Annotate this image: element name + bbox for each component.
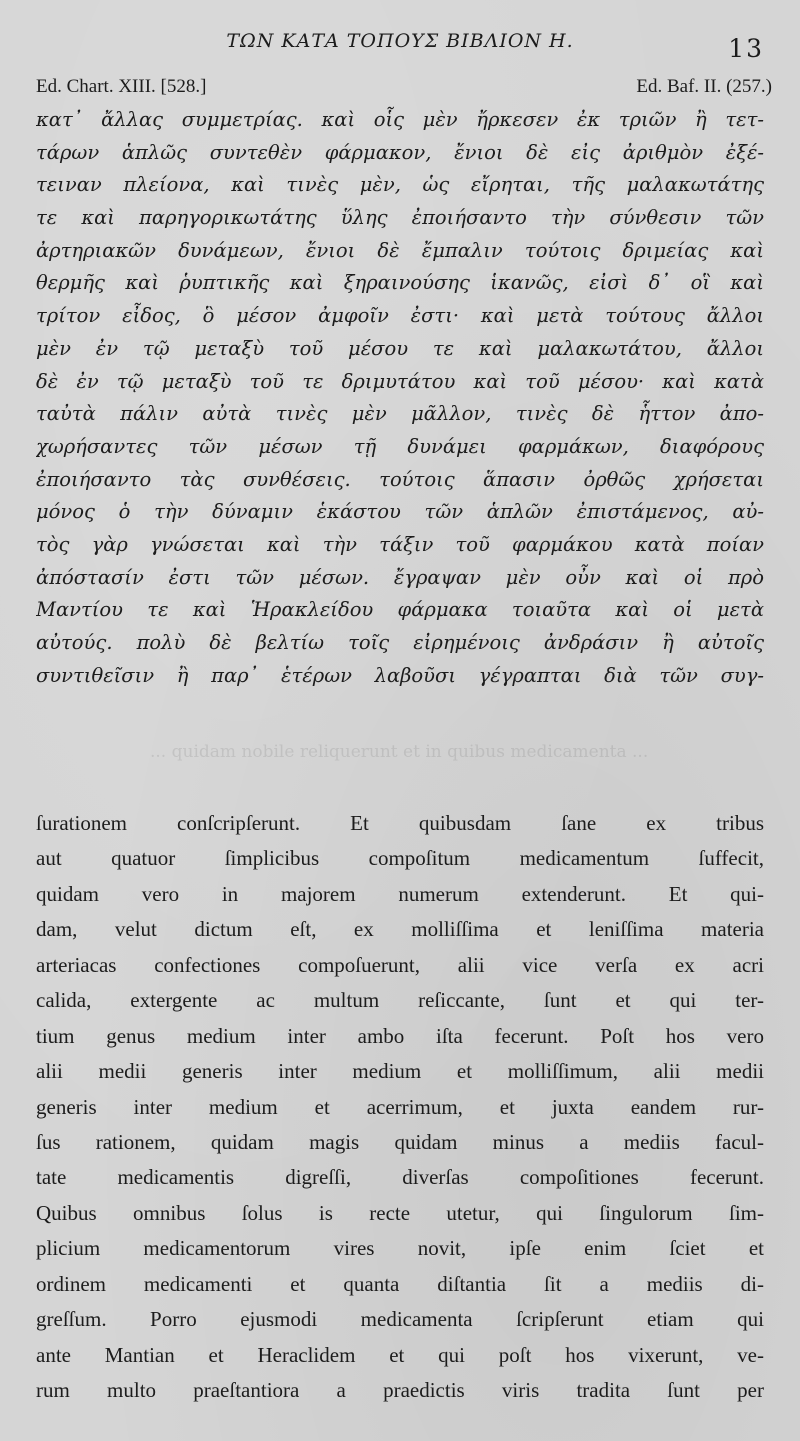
latin-text-line: calida, extergente ac multum reſiccante, ſunt et qui ter- <box>36 988 764 1013</box>
edition-reference-right: Ed. Baf. II. (257.) <box>636 76 772 97</box>
latin-text-line: greſſum. Porro ejusmodi medicamenta ſcripſerunt etiam qui <box>36 1307 764 1332</box>
latin-text-line: arteriacas confectiones compoſuerunt, alii vice verſa ex acri <box>36 952 764 977</box>
latin-text-line: generis inter medium et acerrimum, et juxta eandem rur- <box>36 1094 764 1119</box>
greek-text-line: τρίτον εἶδος, ὃ μέσον ἀμφοῖν ἐστι· καὶ μετὰ τούτους ἄλλοι <box>36 304 764 328</box>
greek-text-line: Μαντίου τε καὶ Ἡρακλείδου φάρμακα τοιαῦτα καὶ οἱ μετὰ <box>36 598 764 622</box>
latin-text-line: ordinem medicamenti et quanta diſtantia ſit a mediis di- <box>36 1271 764 1296</box>
greek-text-line: ταὐτὰ πάλιν αὐτὰ τινὲς μὲν μᾶλλον, τινὲς δὲ ἧττον ἀπο- <box>36 402 764 426</box>
running-title: ΤΩΝ ΚΑΤΑ ΤΟΠΟΥΣ ΒΙΒΛΙΟΝ Η. <box>226 30 574 52</box>
latin-text-line: ſus rationem, quidam magis quidam minus a mediis facul- <box>36 1129 764 1154</box>
latin-text-line: Quibus omnibus ſolus is recte utetur, qui ſingulorum ſim- <box>36 1200 764 1225</box>
latin-text-line: alii medii generis inter medium et molliſſimum, alii medii <box>36 1059 764 1084</box>
greek-text-line: χωρήσαντες τῶν μέσων τῇ δυνάμει φαρμάκων, διαφόρους <box>36 434 764 458</box>
greek-text-line: τάρων ἁπλῶς συντεθὲν φάρμακον, ἔνιοι δὲ εἰς ἀριθμὸν ἐξέ- <box>36 140 764 164</box>
latin-text-line: quidam vero in majorem numerum extenderunt. Et qui- <box>36 881 764 906</box>
latin-text-line: dam, velut dictum eſt, ex molliſſima et leniſſima materia <box>36 917 764 942</box>
greek-text-line: δὲ ἐν τῷ μεταξὺ τοῦ τε δριμυτάτου καὶ τοῦ μέσου· καὶ κατὰ <box>36 369 764 393</box>
edition-reference-left: Ed. Chart. XIII. [528.] <box>36 76 207 97</box>
latin-text-block <box>36 806 764 1408</box>
latin-text-line: tate medicamentis digreſſi, diverſas compoſitiones fecerunt. <box>36 1165 764 1190</box>
greek-text-line: αὐτούς. πολὺ δὲ βελτίω τοῖς εἰρημένοις ἀνδράσιν ἢ αὐτοῖς <box>36 631 764 654</box>
greek-text-line: θερμῆς καὶ ῥυπτικῆς καὶ ξηραινούσης ἱκανῶς, εἰσὶ δ᾽ οἳ καὶ <box>36 271 764 295</box>
latin-text-line: ſurationem conſcripſerunt. Et quibusdam ſane ex tribus <box>36 811 764 835</box>
greek-text-line: μόνος ὁ τὴν δύναμιν ἑκάστου τῶν ἁπλῶν ἐπιστάμενος, αὐ- <box>36 500 764 524</box>
latin-text-line: plicium medicamentorum vires novit, ipſe enim ſciet et <box>36 1236 764 1261</box>
greek-text-line: συντιθεῖσιν ἢ παρ᾽ ἑτέρων λαβοῦσι γέγραπται διὰ τῶν συγ- <box>36 663 764 687</box>
greek-text-line: κατ᾽ ἄλλας συμμετρίας. καὶ οἷς μὲν ἤρκεσεν ἐκ τριῶν ἢ τετ- <box>36 108 764 131</box>
bleed-through-text: ... quidam nobile reliquerunt et in quibus medicamenta ... <box>150 742 649 762</box>
greek-text-line: τε καὶ παρηγορικωτάτης ὕλης ἐποιήσαντο τὴν σύνθεσιν τῶν <box>36 206 764 230</box>
greek-text-line: τὸς γὰρ γνώσεται καὶ τὴν τάξιν τοῦ φαρμάκου κατὰ ποίαν <box>36 532 764 556</box>
page-number: 13 <box>728 34 764 63</box>
latin-text-line: aut quatuor ſimplicibus compoſitum medicamentum ſuffecit, <box>36 846 764 871</box>
greek-text-line: μὲν ἐν τῷ μεταξὺ τοῦ μέσου τε καὶ μαλακωτάτου, ἄλλοι <box>36 336 764 360</box>
greek-text-line: τειναν πλείονα, καὶ τινὲς μὲν, ὡς εἴρηται, τῆς μαλακωτάτης <box>36 173 764 197</box>
latin-text-line: tium genus medium inter ambo iſta fecerunt. Poſt hos vero <box>36 1023 764 1048</box>
greek-text-block <box>36 104 764 692</box>
greek-text-line: ἐποιήσαντο τὰς συνθέσεις. τούτοις ἅπασιν ὀρθῶς χρήσεται <box>36 467 764 491</box>
greek-text-line: ἀπόστασίν ἐστι τῶν μέσων. ἔγραψαν μὲν οὖν καὶ οἱ πρὸ <box>36 565 764 589</box>
latin-text-line: rum multo praeſtantiora a praedictis viris tradita ſunt per <box>36 1378 764 1402</box>
latin-text-line: ante Mantian et Heraclidem et qui poſt hos vixerunt, ve- <box>36 1342 764 1367</box>
greek-text-line: ἀρτηριακῶν δυνάμεων, ἔνιοι δὲ ἔμπαλιν τούτοις δριμείας καὶ <box>36 238 764 262</box>
